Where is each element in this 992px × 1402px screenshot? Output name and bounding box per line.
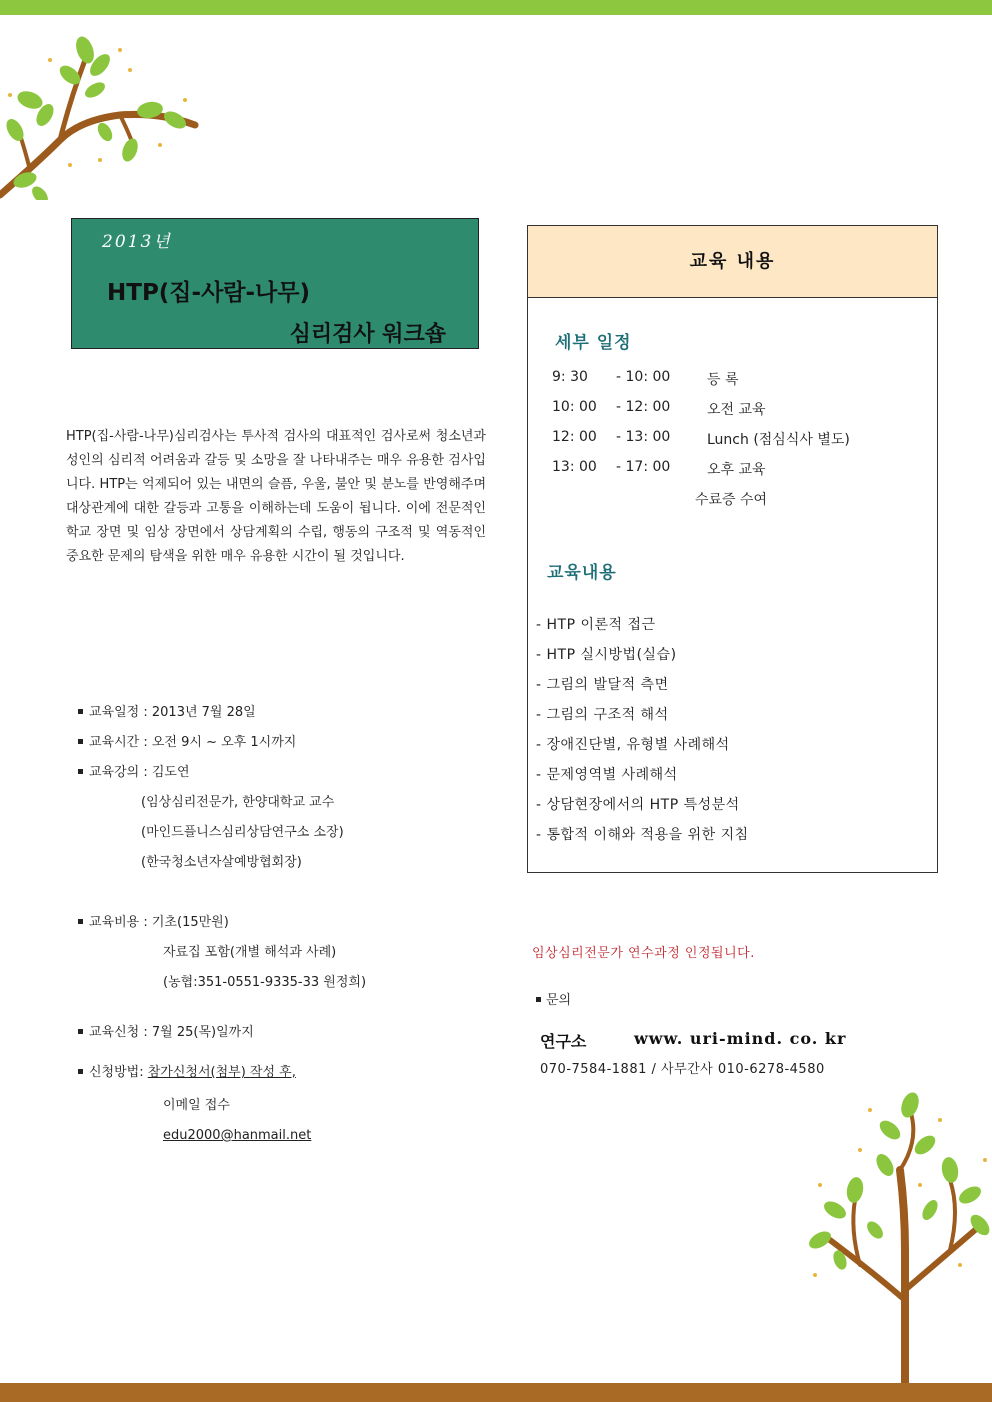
schedule-start: 10: 00 xyxy=(552,399,597,415)
info-lecturer xyxy=(78,764,190,782)
schedule-item: 오후 교육 xyxy=(707,462,766,478)
schedule-start: 12: 00 xyxy=(552,429,597,445)
email-link[interactable]: edu2000@hanmail.net xyxy=(163,1128,312,1143)
content-item: - 상담현장에서의 HTP 특성분석 xyxy=(536,797,740,813)
content-item: - 통합적 이해와 적용을 위한 지침 xyxy=(536,827,749,843)
info-fee xyxy=(78,914,229,932)
contact-phones: 070-7584-1881 / 사무간사 010-6278-4580 xyxy=(540,1062,825,1077)
info-apply-method xyxy=(78,1064,296,1082)
education-content-panel xyxy=(527,225,938,873)
bullet-icon xyxy=(78,739,83,744)
info-date-text: 교육일정 : 2013년 7월 28일 xyxy=(89,705,256,720)
certification-notice: 임상심리전문가 연수과정 인정됩니다. xyxy=(532,946,755,961)
bullet-icon xyxy=(78,709,83,714)
info-apply-deadline-text: 교육신청 : 7월 25(목)일까지 xyxy=(89,1025,254,1040)
schedule-item: 오전 교육 xyxy=(707,402,766,418)
bullet-icon xyxy=(78,919,83,924)
institute-label: 연구소 xyxy=(540,1032,587,1051)
bullet-icon xyxy=(78,1029,83,1034)
lecturer-title: (마인드플니스심리상담연구소 소장) xyxy=(141,825,344,840)
apply-method-detail: 이메일 접수 xyxy=(163,1098,230,1113)
schedule-start: 9: 30 xyxy=(552,369,588,385)
content-title: 교육내용 xyxy=(547,563,617,583)
top-decor-bar xyxy=(0,0,992,15)
content-item: - 그림의 구조적 해석 xyxy=(536,707,669,723)
lecturer-title: (한국청소년자살예방협회장) xyxy=(141,855,302,870)
content-item: - 문제영역별 사례해석 xyxy=(536,767,678,783)
intro-paragraph: HTP(집-사람-나무)심리검사는 투사적 검사의 대표적인 검사로써 청소년과 성인의 심리적 어려움과 갈등 및 소망을 잘 나타내주는 매우 유용한 검사입니다. HTP는 억제되어 있는 내면의 슬픔, 우울, 불안 및 분노를 반영해주며 대상관계에 대한 갈등과 고통을 이해하는데 도움이 됩니다. 이에 전문적인 학교 장면 및 임상 장면에서 상담계획의 수립, 행동의 구조적 및 역동적인 중요한 문제의 탐색을 위한 매우 유용한 시간이 될 것입니다. xyxy=(66,429,486,564)
info-time-text: 교육시간 : 오전 9시 ~ 오후 1시까지 xyxy=(89,735,297,750)
content-item: - HTP 이론적 접근 xyxy=(536,617,656,633)
apply-method-label: 신청방법: xyxy=(89,1065,148,1080)
schedule-item: Lunch (점심식사 별도) xyxy=(707,432,850,448)
fee-detail: 자료집 포함(개별 해석과 사례) xyxy=(163,945,337,960)
title-main: HTP(집-사람-나무) xyxy=(107,280,311,306)
inquiry-label xyxy=(536,989,571,1008)
tree-branch-top-left-icon xyxy=(0,20,210,200)
schedule-title: 세부 일정 xyxy=(555,333,632,353)
schedule-item: 등 록 xyxy=(707,372,739,388)
schedule-end: - 10: 00 xyxy=(616,369,671,385)
schedule-end: - 12: 00 xyxy=(616,399,671,415)
website-link[interactable]: www. uri-mind. co. kr xyxy=(634,1029,847,1048)
inquiry-label-text: 문의 xyxy=(546,993,572,1008)
title-sub: 심리검사 워크숍 xyxy=(289,322,446,347)
fee-detail: (농협:351-0551-9335-33 원정희) xyxy=(163,975,367,990)
info-fee-text: 교육비용 : 기초(15만원) xyxy=(89,915,229,930)
bullet-icon xyxy=(78,1069,83,1074)
schedule-end: - 17: 00 xyxy=(616,459,671,475)
application-form-link[interactable]: 참가신청서(첨부) 작성 후, xyxy=(147,1065,296,1080)
schedule-start: 13: 00 xyxy=(552,459,597,475)
info-date xyxy=(78,704,256,722)
lecturer-title: (임상심리전문가, 한양대학교 교수 xyxy=(141,795,335,810)
bottom-decor-bar xyxy=(0,1383,992,1402)
info-apply-deadline xyxy=(78,1024,254,1042)
panel-header: 교육 내용 xyxy=(528,226,937,298)
title-box xyxy=(71,218,479,349)
bullet-icon xyxy=(536,997,541,1002)
schedule-end: - 13: 00 xyxy=(616,429,671,445)
info-lecturer-text: 교육강의 : 김도연 xyxy=(89,765,190,780)
tree-bottom-right-icon xyxy=(800,1090,992,1383)
title-year: 2013년 xyxy=(102,232,172,252)
content-item: - 그림의 발달적 측면 xyxy=(536,677,669,693)
certificate-line: 수료증 수여 xyxy=(695,492,768,508)
content-item: - HTP 실시방법(실습) xyxy=(536,647,677,663)
content-item: - 장애진단별, 유형별 사례해석 xyxy=(536,737,730,753)
bullet-icon xyxy=(78,769,83,774)
info-time xyxy=(78,734,296,752)
